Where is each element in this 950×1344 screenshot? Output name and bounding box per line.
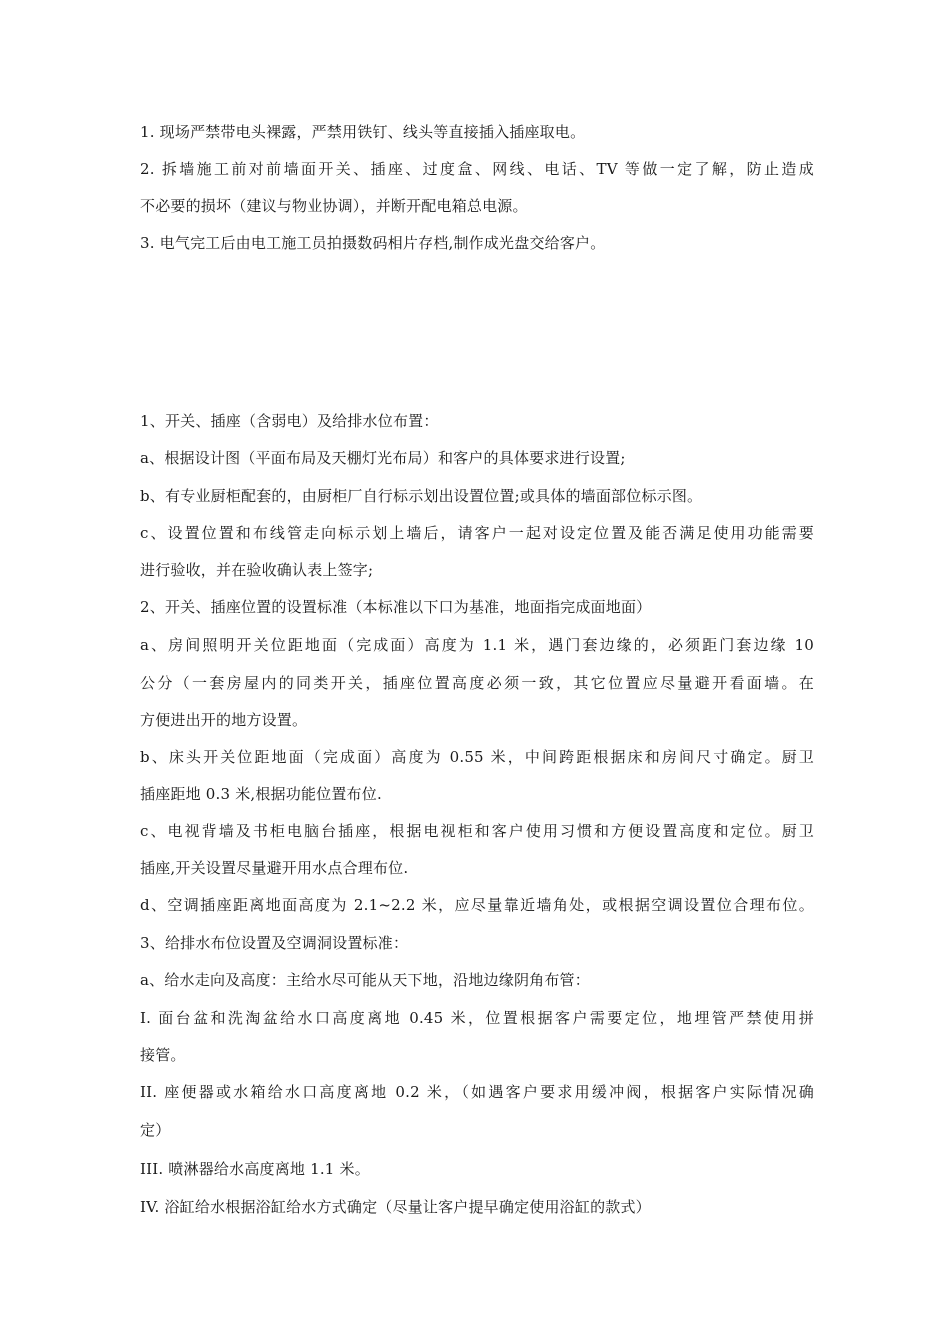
list-item-b2-line-2: 插座距地 0.3 米,根据功能位置布位. <box>140 785 382 803</box>
list-item-c1-line-1: c、设置位置和布线管走向标示划上墙后，请客户一起对设定位置及能否满足使用功能需要 <box>140 524 814 542</box>
heading-plumbing-standard: 3、给排水布位设置及空调洞设置标准： <box>140 934 409 952</box>
heading-switch-socket-standard: 2、开关、插座位置的设置标准（本标准以下口为基准，地面指完成面地面） <box>140 598 652 616</box>
heading-switch-socket-layout: 1、开关、插座（含弱电）及给排水位布置： <box>140 412 439 430</box>
list-item-i-line-1: I. 面台盆和洗淘盆给水口高度离地 0.45 米，位置根据客户需要定位，地埋管严禁使用拼 <box>140 1009 814 1027</box>
list-item-a3: a、给水走向及高度：主给水尽可能从天下地，沿地边缘阴角布管： <box>140 971 590 989</box>
list-item-a2-line-2: 公分（一套房屋内的同类开关，插座位置高度必须一致，其它位置应尽量避开看面墙。在 <box>140 674 814 692</box>
list-item-ii-line-2: 定） <box>140 1121 171 1139</box>
paragraph-item-2-line-1: 2. 拆墙施工前对前墙面开关、插座、过度盒、网线、电话、TV 等做一定了解，防止造成 <box>140 160 814 178</box>
list-item-i-line-2: 接管。 <box>140 1046 186 1064</box>
list-item-ii-line-1: II. 座便器或水箱给水口高度离地 0.2 米，（如遇客户要求用缓冲阀，根据客户实际情况确 <box>140 1083 814 1101</box>
paragraph-item-1: 1. 现场严禁带电头裸露，严禁用铁钉、线头等直接插入插座取电。 <box>140 123 586 141</box>
list-item-c2-line-2: 插座,开关设置尽量避开用水点合理布位. <box>140 859 409 877</box>
list-item-b1: b、有专业厨柜配套的，由厨柜厂自行标示划出设置位置;或具体的墙面部位标示图。 <box>140 487 703 505</box>
list-item-a1: a、根据设计图（平面布局及天棚灯光布局）和客户的具体要求进行设置; <box>140 449 626 467</box>
list-item-a2-line-1: a、房间照明开关位距地面（完成面）高度为 1.1 米，遇门套边缘的，必须距门套边缘 10 <box>140 636 814 654</box>
list-item-a2-line-3: 方便进出开的地方设置。 <box>140 711 308 729</box>
list-item-b2-line-1: b、床头开关位距地面（完成面）高度为 0.55 米，中间跨距根据床和房间尺寸确定。厨卫 <box>140 748 814 766</box>
list-item-c1-line-2: 进行验收，并在验收确认表上签字; <box>140 561 374 579</box>
list-item-c2-line-1: c、电视背墙及书柜电脑台插座，根据电视柜和客户使用习惯和方便设置高度和定位。厨卫 <box>140 822 814 840</box>
paragraph-item-3: 3. 电气完工后由电工施工员拍摄数码相片存档,制作成光盘交给客户。 <box>140 234 606 252</box>
list-item-iv: IV. 浴缸给水根据浴缸给水方式确定（尽量让客户提早确定使用浴缸的款式） <box>140 1198 651 1216</box>
paragraph-item-2-line-2: 不必要的损坏（建议与物业协调），并断开配电箱总电源。 <box>140 197 528 215</box>
list-item-iii: III. 喷淋器给水高度离地 1.1 米。 <box>140 1160 370 1178</box>
list-item-d2: d、空调插座距离地面高度为 2.1~2.2 米，应尽量靠近墙角处，或根据空调设置位合理布位。 <box>140 896 814 914</box>
